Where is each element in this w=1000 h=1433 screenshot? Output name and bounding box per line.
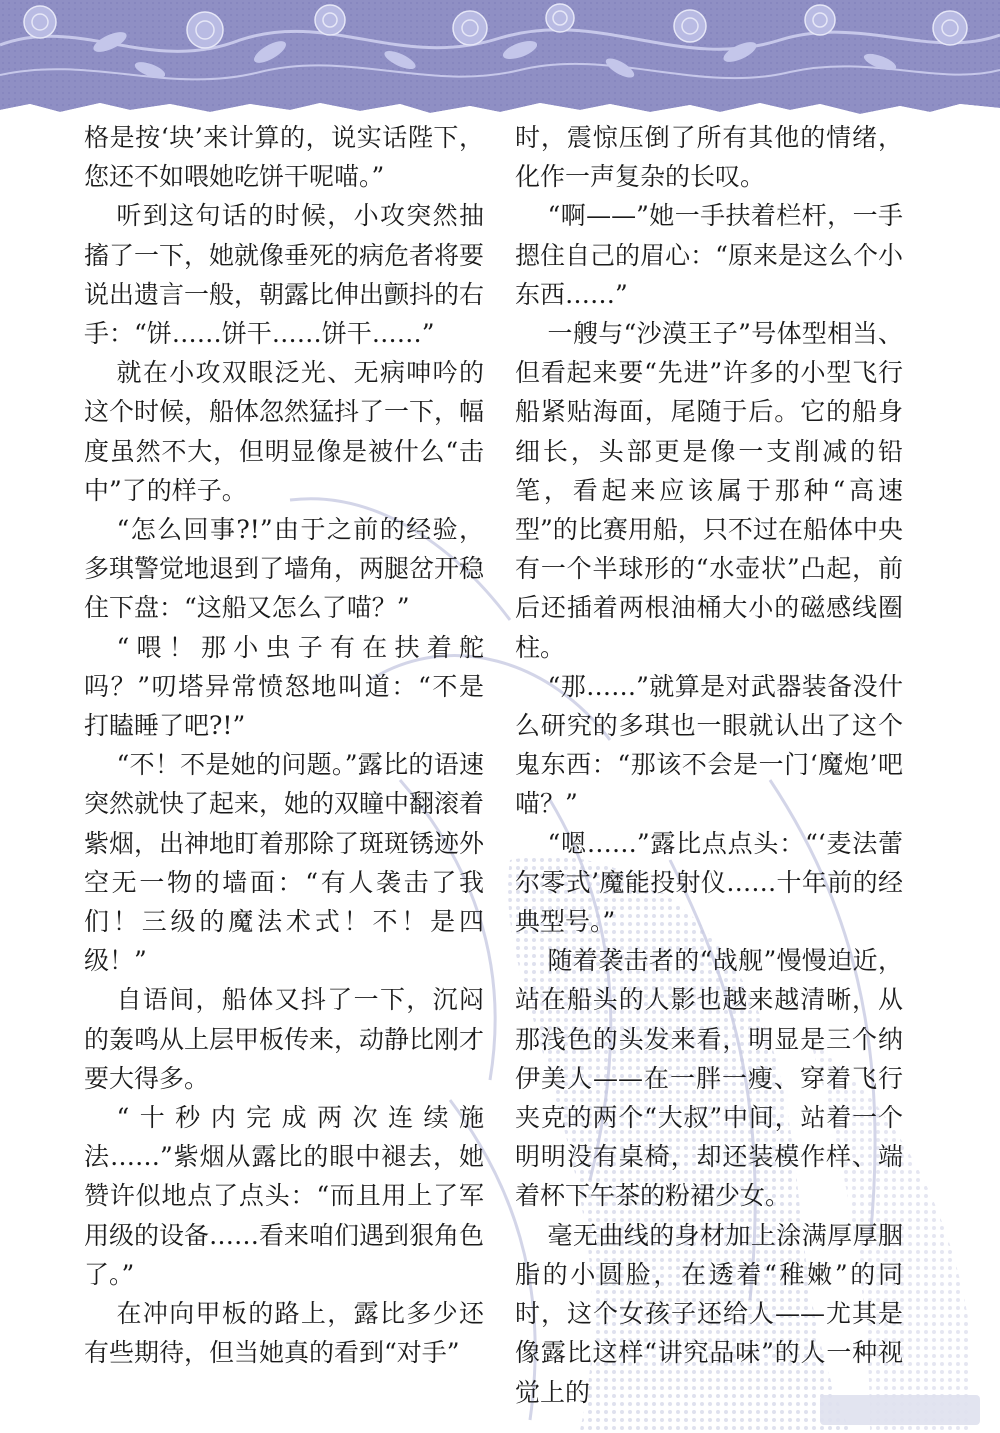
site-logo-icon <box>820 1395 980 1425</box>
text-column-left <box>84 118 484 1373</box>
paragraph: 格是按‘块’来计算的，说实话陛下，您还不如喂她吃饼干呢喵。” <box>84 123 484 192</box>
paragraph: “那……”就算是对武器装备没什么研究的多琪也一眼就认出了这个鬼东西：“那该不会是一门‘魔炮’吧喵？” <box>515 671 903 819</box>
paragraph: “怎么回事?!”由于之前的经验，多琪警觉地退到了墙角，两腿岔开稳住下盘：“这船又怎么了喵？” <box>84 515 485 623</box>
text-column-right <box>515 118 903 1412</box>
paragraph: “嗯……”露比点点头：“‘麦法蕾尔零式’魔能投射仪……十年前的经典型号。” <box>515 828 903 937</box>
paragraph: 听到这句话的时候，小攻突然抽搐了一下，她就像垂死的病危者将要说出遗言一般，朝露比伸出颤抖的右手：“饼……饼干……饼干……” <box>84 201 485 349</box>
rose-vine-icon <box>0 0 1000 130</box>
paragraph: 随着袭击者的“战舰”慢慢迫近，站在船头的人影也越来越清晰，从那浅色的头发来看，明显是三个纳伊美人——在一胖一瘦、穿着飞行夹克的两个“大叔”中间，站着一个明明没有桌椅，却还装模作样、端着杯下午茶的粉裙少女。 <box>515 946 903 1211</box>
paragraph: “喂！那小虫子有在扶着舵吗？”叨塔异常愤怒地叫道：“不是打瞌睡了吧?!” <box>84 632 484 741</box>
paragraph: 毫无曲线的身材加上涂满厚厚胭脂的小圆脸，在透着“稚嫩”的同时，这个女孩子还给人——尤其是像露比这样“讲究品味”的人一种视觉上的 <box>515 1220 903 1407</box>
paragraph: 就在小攻双眼泛光、无病呻吟的这个时候，船体忽然猛抖了一下，幅度虽然不大，但明显像是被什么“击中”了的样子。 <box>84 358 485 505</box>
paragraph: 在冲向甲板的路上，露比多少还有些期待，但当她真的看到“对手” <box>84 1299 484 1368</box>
paragraph: 时，震惊压倒了所有其他的情绪，化作一声复杂的长叹。 <box>515 123 903 192</box>
paragraph: “啊——”她一手扶着栏杆，一手摁住自己的眉心：“原来是这么个小东西……” <box>515 201 903 309</box>
paragraph: 一艘与“沙漠王子”号体型相当、但看起来要“先进”许多的小型飞行船紧贴海面，尾随于后。它的船身细长，头部更是像一支削减的铅笔，看起来应该属于那种“高速型”的比赛用船，只不过在船体中央有一个半球形的“水壶状”凸起，前后还插着两根油桶大小的磁感线圈柱。 <box>515 319 903 662</box>
paragraph: 自语间，船体又抖了一下，沉闷的轰鸣从上层甲板传来，动静比刚才要大得多。 <box>84 985 485 1093</box>
paragraph: “不！不是她的问题。”露比的语速突然就快了起来，她的双瞳中翻滚着紫烟，出神地盯着那除了斑斑锈迹外空无一物的墙面：“有人袭击了我们！三级的魔法术式！不！是四级！” <box>84 750 485 976</box>
paragraph: “十秒内完成两次连续施法……”紫烟从露比的眼中褪去，她赞许似地点了点头：“而且用上了军用级的设备……看来咱们遇到狠角色了。” <box>84 1103 485 1289</box>
